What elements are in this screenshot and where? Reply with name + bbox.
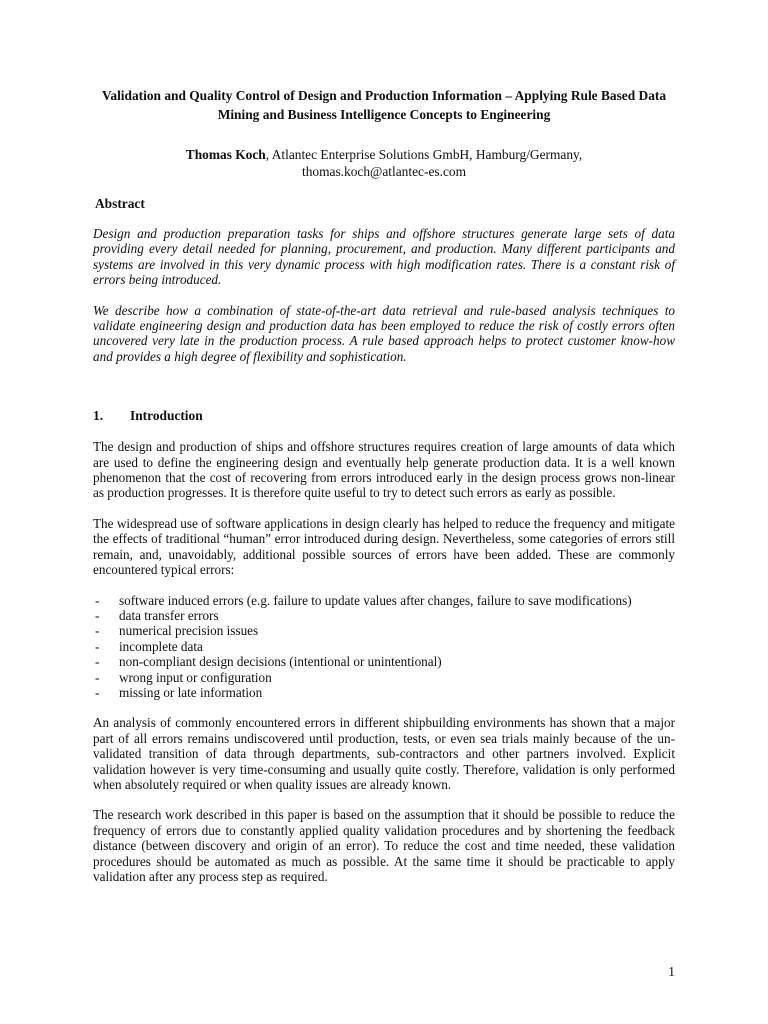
section-number: 1. — [93, 408, 104, 424]
paper-page — [93, 86, 675, 884]
list-item: - non-compliant design decisions (intentional or unintentional) — [95, 654, 442, 670]
list-item: - missing or late information — [95, 684, 263, 700]
list-item: - wrong input or configuration — [95, 669, 272, 685]
author-name: Thomas Koch — [185, 147, 266, 162]
abstract-heading: Abstract — [95, 196, 145, 211]
body-paragraph: The research work described in this paper is based on the assumption that it should be possible to reduce the frequency of errors due to constantly applied quality validation procedures and by shortening the feedback distance (between discovery and origin of an error). To reduce the cost and time needed, these validation procedures should be automated as much as possible. At the same time it should be practicable to apply validation after any process step as required. — [93, 807, 675, 884]
paper-title: Validation and Quality Control of Design and Production Information – Applying Rule Based Data Mining and Business Intelligence Concepts to Engineering — [101, 88, 667, 122]
author-line — [93, 146, 675, 163]
body-paragraph: The design and production of ships and offshore structures requires creation of large amounts of data which are used to define the engineering design and eventually help generate production data. It is a well known phenomenon that the cost of recovering from errors introduced early in the design process grows non-linear as production progresses. It is therefore quite useful to try to detect such errors as early as possible. — [93, 439, 675, 501]
list-item: - software induced errors (e.g. failure to update values after changes, failure to save modifications) — [95, 592, 632, 608]
author-email: thomas.koch@atlantec-es.com — [301, 164, 467, 179]
abstract-paragraph: We describe how a combination of state-of-the-art data retrieval and rule-based analysis techniques to validate engineering design and production data has been employed to reduce the risk of costly errors often uncovered very late in the production process. A rule based approach helps to protect customer know-how and provides a high degree of flexibility and sophistication. — [93, 302, 675, 364]
list-item: - numerical precision issues — [95, 623, 259, 639]
list-item: - data transfer errors — [95, 607, 219, 623]
list-item: - incomplete data — [95, 638, 203, 654]
section-title: Introduction — [130, 408, 203, 424]
author-affiliation: , Atlantec Enterprise Solutions GmbH, Hamburg/Germany, — [265, 147, 583, 162]
abstract-paragraph: Design and production preparation tasks for ships and offshore structures generate large sets of data providing every detail needed for planning, procurement, and production. Many different participants and systems are involved in this very dynamic process with high modification rates. There is a constant risk of errors being introduced. — [93, 226, 675, 288]
error-list — [93, 593, 675, 701]
body-paragraph: An analysis of commonly encountered errors in different shipbuilding environments has shown that a major part of all errors remains undiscovered until production, tests, or even sea trials mainly because of the un-validated transition of data through departments, sub-contractors and other partners involved. Explicit validation however is very time-consuming and usually quite costly. Therefore, validation is only performed when absolutely required or when quality issues are already known. — [93, 715, 675, 792]
author-block — [93, 146, 675, 180]
page-number: 1 — [668, 964, 675, 979]
body-paragraph: The widespread use of software applications in design clearly has helped to reduce the frequency and mitigate the effects of traditional “human” error introduced during design. Nevertheless, some categories of errors still remain, and, unavoidably, additional possible sources of errors have been added. These are commonly encountered typical errors: — [93, 515, 675, 578]
section-heading — [93, 408, 675, 424]
